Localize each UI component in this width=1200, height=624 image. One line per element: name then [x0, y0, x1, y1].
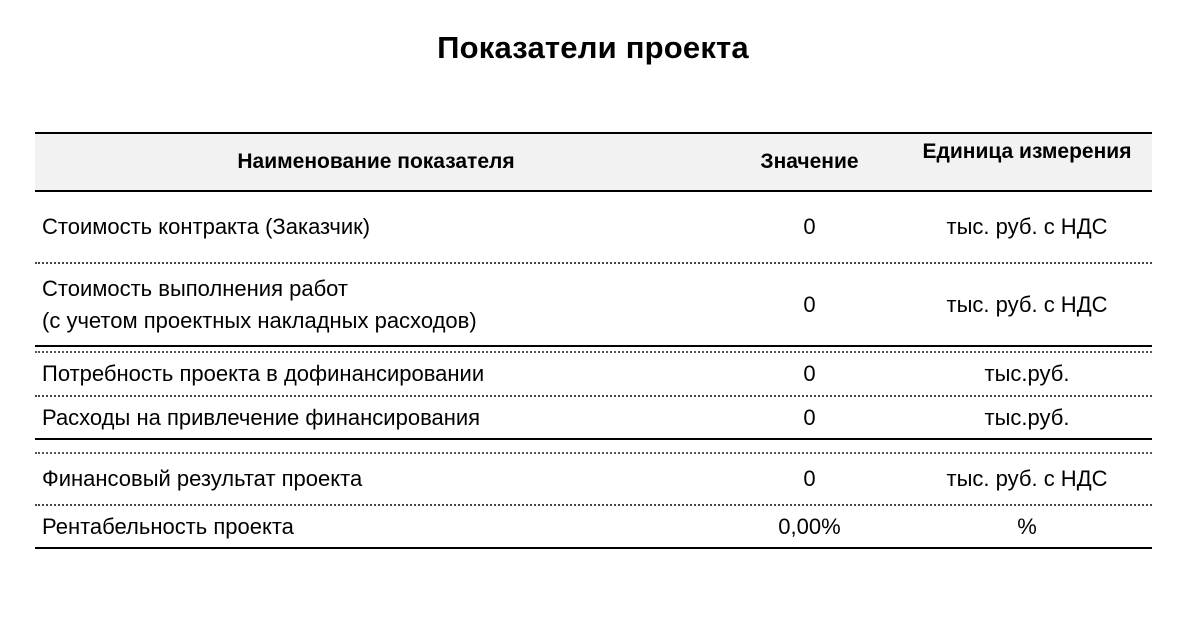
row-name-line1: Стоимость выполнения работ: [42, 276, 349, 301]
table-row: [35, 398, 1152, 438]
row-name: Расходы на привлечение финансирования: [42, 405, 481, 430]
row-unit: тыс.руб.: [984, 405, 1070, 430]
row-unit: тыс.руб.: [984, 361, 1070, 386]
row-value: 0: [803, 292, 816, 317]
row-name: [42, 265, 712, 345]
header-value: Значение: [760, 150, 859, 173]
row-unit: тыс. руб. с НДС: [946, 214, 1108, 239]
indicators-table: [35, 132, 1152, 549]
table-row: [35, 353, 1152, 395]
row-value: 0: [803, 405, 816, 430]
row-name: Стоимость контракта (Заказчик): [42, 214, 371, 239]
row-value: 0: [803, 361, 816, 386]
row-name-line2: (с учетом проектных накладных расходов): [42, 308, 477, 333]
row-value: 0,00%: [778, 514, 841, 539]
header-name: Наименование показателя: [237, 150, 515, 173]
group-divider: [35, 345, 1152, 353]
row-value: 0: [803, 214, 816, 239]
table-row: [35, 454, 1152, 504]
row-unit: %: [1017, 514, 1037, 539]
table-row: [35, 192, 1152, 262]
table-bottom-border: [35, 547, 1152, 549]
row-name: Рентабельность проекта: [42, 514, 294, 539]
table-header: [35, 132, 1152, 192]
table-row: [35, 265, 1152, 345]
header-unit: Единица измерения: [922, 140, 1132, 163]
row-name: Финансовый результат проекта: [42, 466, 363, 491]
group-divider: [35, 438, 1152, 454]
row-name: Потребность проекта в дофинансировании: [42, 361, 485, 386]
row-unit: тыс. руб. с НДС: [946, 466, 1108, 491]
row-value: 0: [803, 466, 816, 491]
page-title: Показатели проекта: [437, 30, 749, 65]
table-row: [35, 507, 1152, 547]
row-unit: тыс. руб. с НДС: [946, 292, 1108, 317]
